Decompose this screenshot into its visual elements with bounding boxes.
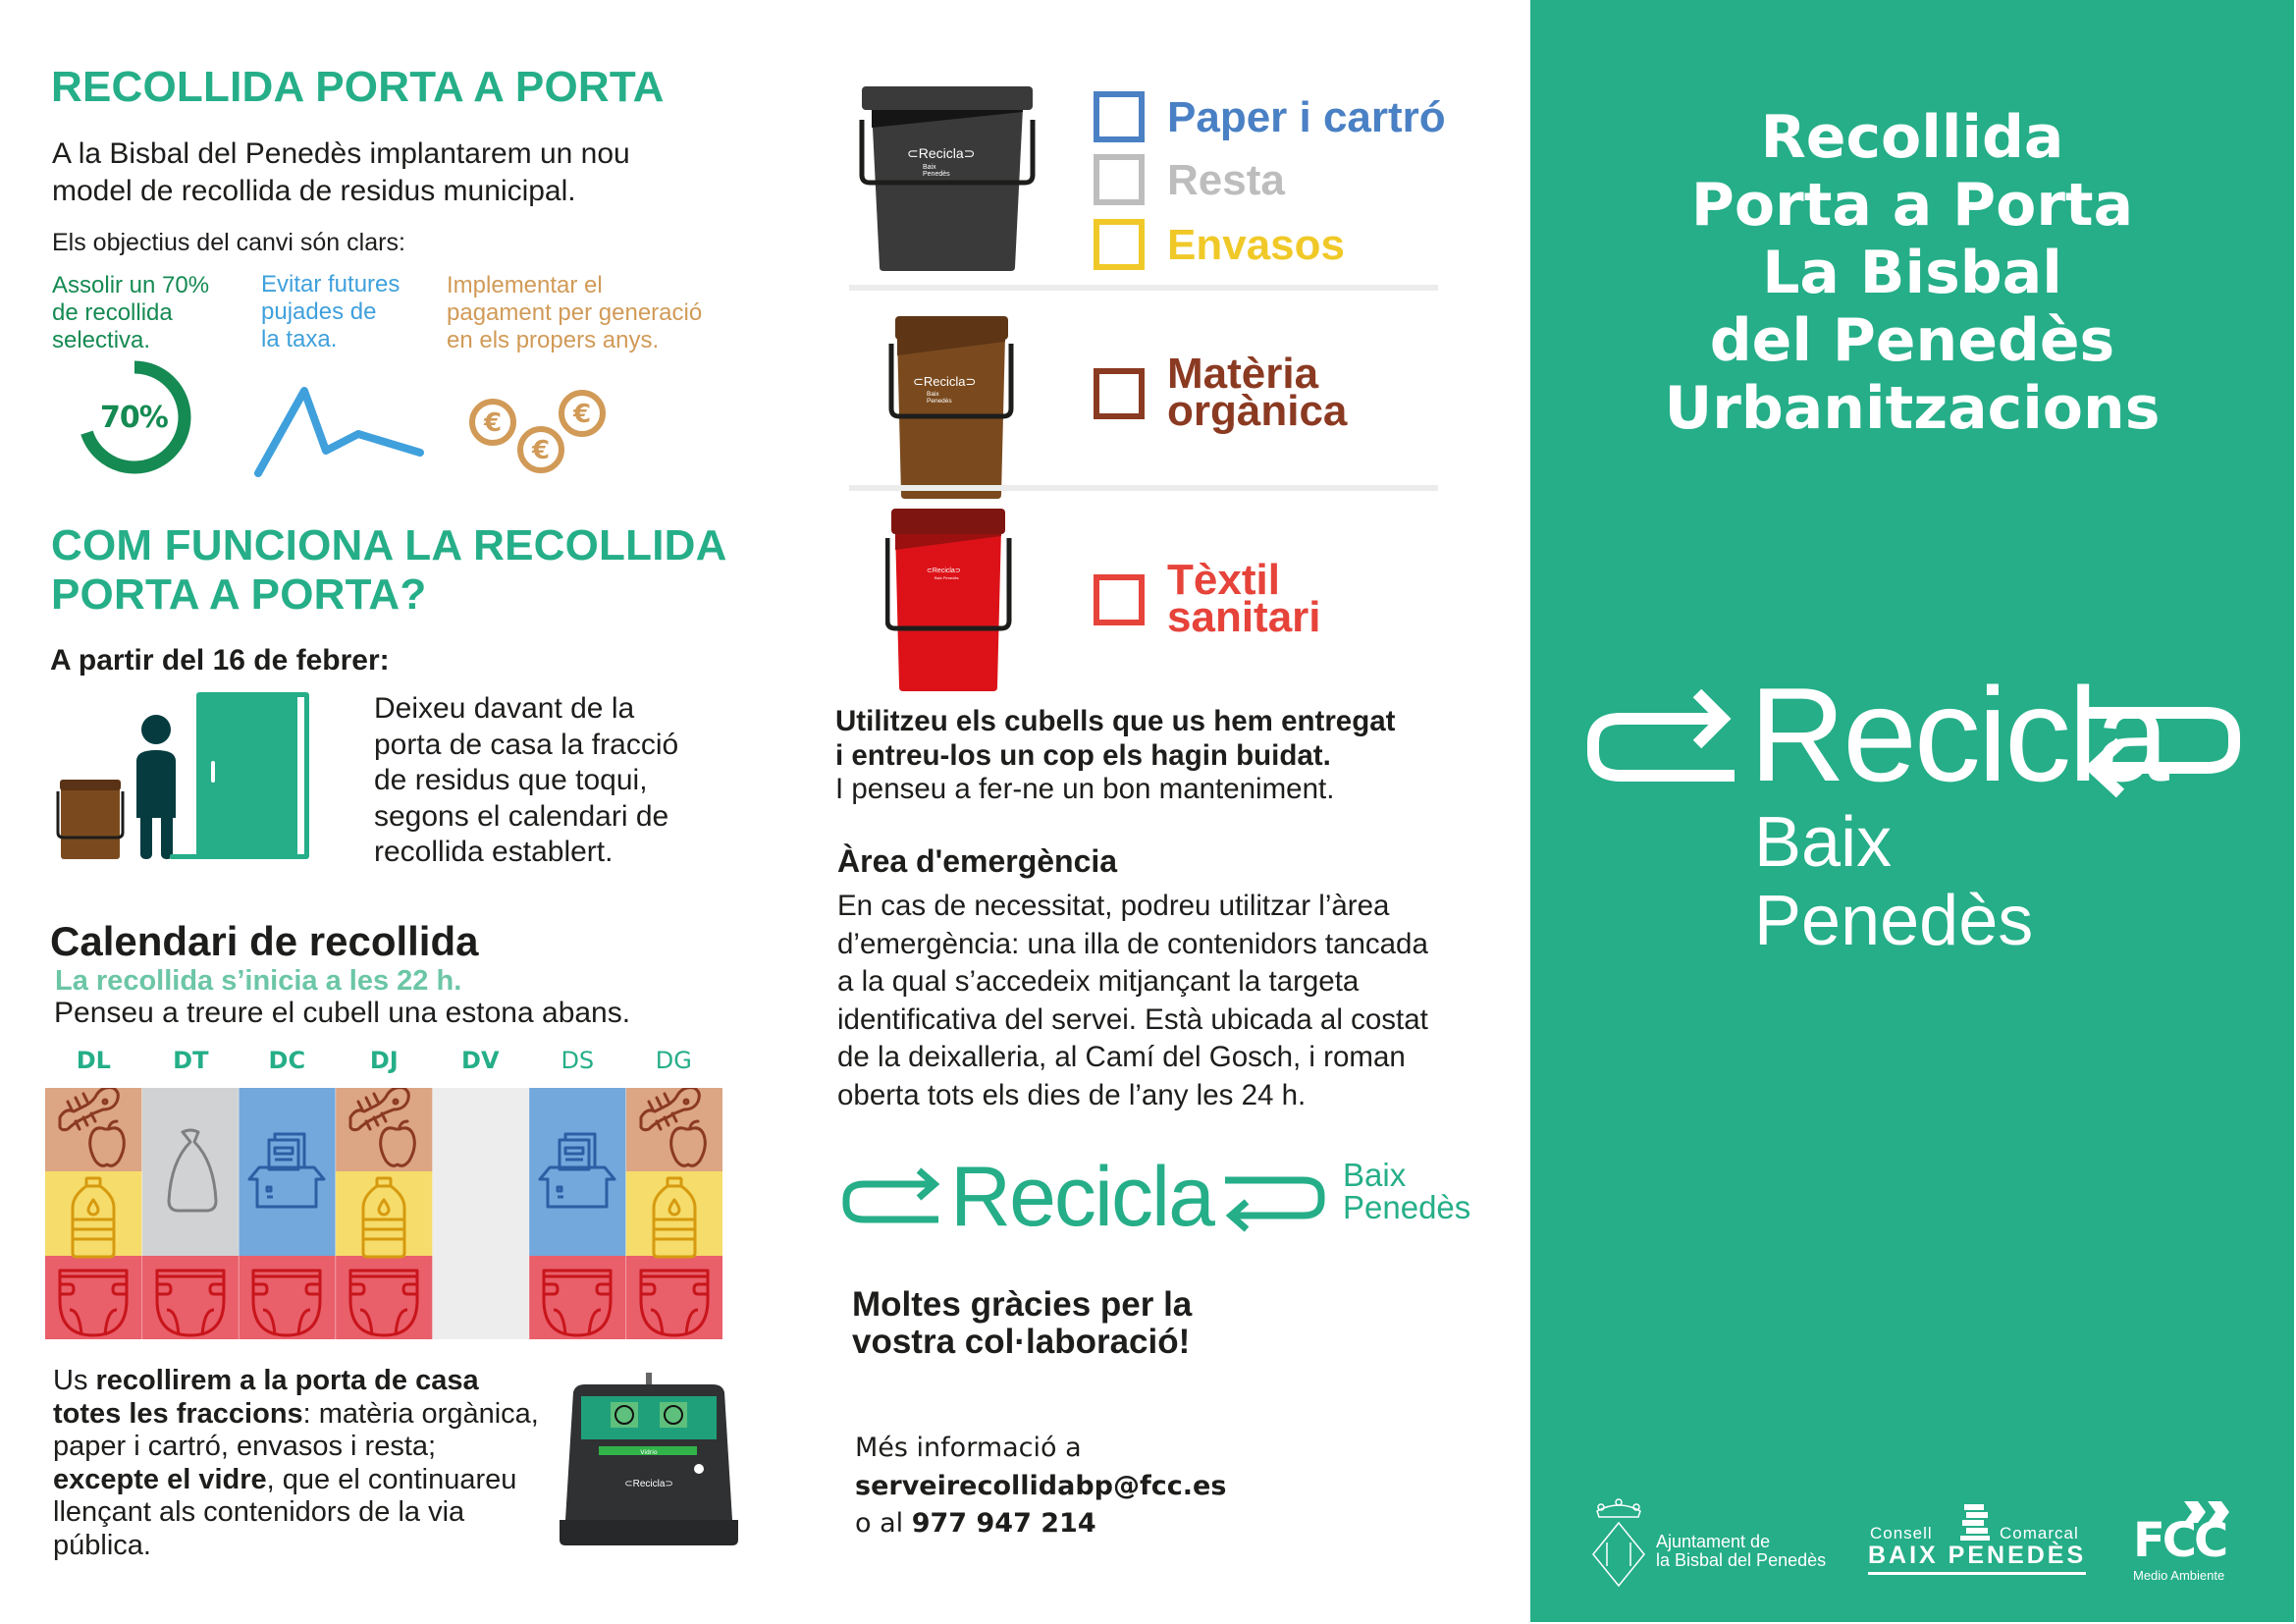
svg-text:Baix: Baix — [923, 164, 936, 171]
svg-text:Baix Penedès: Baix Penedès — [934, 575, 959, 580]
instruction-line: de residus que toqui, — [374, 764, 648, 796]
usage-line: I penseu a fer-ne un bon manteniment. — [835, 773, 1335, 805]
baix-penedes-label: BAIX PENEDÈS — [1868, 1542, 2086, 1575]
objective-line: en els propers anys. — [447, 327, 660, 353]
fcc-wordmark: FCC — [2133, 1513, 2226, 1568]
consell-emblem-icon — [1958, 1502, 1992, 1542]
cover-title-line: Recollida — [1760, 103, 2064, 172]
recicla-wordmark: Recicla — [950, 1150, 1213, 1244]
ajuntament-logo — [1589, 1497, 1827, 1596]
instruction-line: Deixeu davant de la — [374, 692, 635, 725]
region-line: Penedès — [1754, 882, 2034, 960]
contact-label: Més informació a — [855, 1433, 1082, 1463]
start-date-label: A partir del 16 de febrer: — [50, 644, 390, 677]
emergency-line: identificativa del servei. Està ubicada al costat — [837, 1002, 1428, 1036]
emergency-line: de la deixalleria, al Camí del Gosch, i roman — [837, 1041, 1406, 1073]
note-text: : matèria orgànica, paper i cartró, envasos i resta; — [53, 1397, 539, 1462]
emergency-line: oberta tots els dies de l’any les 24 h. — [837, 1078, 1307, 1111]
bin-divider — [849, 285, 1438, 291]
cover-title-line: Urbanitzacions — [1664, 374, 2161, 443]
svg-text:⊂Recicla⊃: ⊂Recicla⊃ — [927, 568, 961, 574]
section-title-door-to-door: RECOLLIDA PORTA A PORTA — [51, 63, 665, 111]
usage-text — [835, 705, 1395, 807]
instruction-line: porta de casa la fracció — [374, 728, 679, 761]
day-header-dv: DV — [461, 1047, 500, 1074]
svg-text:€: € — [483, 408, 503, 438]
recycle-arrow-right-icon — [840, 1166, 943, 1225]
bin-label-paper: Paper i cartró — [1167, 93, 1446, 141]
svg-text:Penedès: Penedès — [927, 398, 952, 405]
consell-label: Consell — [1870, 1524, 1933, 1543]
svg-text:€: € — [572, 400, 592, 429]
objective-line: pujades de — [261, 298, 377, 325]
note-text: Us — [53, 1365, 96, 1396]
emergency-line: En cas de necessitat, podreu utilitzar l’àrea — [837, 890, 1390, 922]
svg-text:Penedès: Penedès — [923, 171, 950, 178]
day-header-dt: DT — [173, 1047, 209, 1074]
ajuntament-line: la Bisbal del Penedès — [1656, 1550, 1827, 1570]
paper-checkbox[interactable] — [1094, 91, 1145, 142]
emergency-text — [837, 888, 1428, 1114]
comarcal-label: Comarcal — [2000, 1524, 2079, 1543]
resta-checkbox[interactable] — [1094, 154, 1145, 205]
phone-prefix: o al — [855, 1508, 912, 1539]
thanks-line: vostra col·laboració! — [852, 1323, 1191, 1361]
line-chart-icon — [245, 378, 432, 486]
day-header-dg: DG — [655, 1047, 692, 1074]
title-line-2: PORTA A PORTA? — [51, 570, 427, 619]
region-line: Penedès — [1343, 1189, 1471, 1225]
svg-text:⊂Recicla⊃: ⊂Recicla⊃ — [624, 1479, 673, 1489]
objectives-label: Els objectius del canvi són clars: — [52, 229, 405, 256]
svg-text:€: € — [531, 436, 551, 465]
ajuntament-name — [1656, 1533, 1826, 1570]
progress-ring-label: 70% — [100, 401, 168, 435]
objective-payment — [447, 272, 702, 354]
contact-info — [855, 1430, 1226, 1543]
cover-title-line: del Penedès — [1709, 306, 2115, 375]
recycle-arrow-right-icon — [1587, 687, 1744, 785]
coat-of-arms-icon — [1589, 1497, 1648, 1588]
recycle-arrow-left-icon — [2073, 703, 2245, 801]
intro-line-1: A la Bisbal del Penedès implantarem un nou — [52, 137, 630, 170]
day-header-ds: DS — [561, 1047, 595, 1074]
intro-line-2: model de recollida de residus municipal. — [52, 175, 576, 207]
objective-line: Assolir un 70% — [52, 272, 210, 298]
organic-checkbox[interactable] — [1094, 368, 1145, 419]
svg-text:Baix: Baix — [927, 391, 939, 398]
person-door-illustration — [54, 687, 314, 864]
recicla-logo — [840, 1150, 1471, 1247]
emergency-line: d’emergència: una illa de contenidors tancada — [837, 927, 1428, 960]
glass-container-image — [556, 1373, 742, 1549]
region-line: Baix — [1343, 1157, 1407, 1193]
objective-line: Evitar futures — [261, 271, 400, 298]
emergency-line: a la qual s’accedeix mitjançant la targeta — [837, 965, 1360, 998]
cover-title-line: Porta a Porta — [1690, 171, 2134, 240]
person-icon — [136, 715, 176, 859]
svg-text:Vidrio: Vidrio — [640, 1449, 658, 1456]
recycle-arrow-left-icon — [1221, 1172, 1329, 1237]
ajuntament-line: Ajuntament de — [1656, 1532, 1771, 1551]
objective-line: Implementar el — [447, 272, 603, 298]
contact-phone-link[interactable]: 977 947 214 — [911, 1508, 1096, 1539]
objective-line: pagament per generació — [447, 299, 703, 326]
calendar-note: Penseu a treure el cubell una estona abans. — [54, 997, 631, 1029]
recicla-region — [1343, 1159, 1470, 1223]
svg-text:⊂Recicla⊃: ⊂Recicla⊃ — [907, 145, 976, 161]
instruction-line: recollida establert. — [374, 836, 614, 868]
instruction-line: segons el calendari de — [374, 799, 669, 833]
collection-calendar-grid — [45, 1088, 722, 1339]
red-bucket-image — [885, 507, 1013, 695]
thanks-message — [852, 1286, 1192, 1361]
cover-title-line: La Bisbal — [1762, 239, 2062, 307]
objective-recycling — [52, 272, 209, 354]
bin-label-envasos: Envasos — [1167, 221, 1345, 269]
cover-recicla-logo — [1587, 660, 2245, 960]
label-line: orgànica — [1167, 387, 1348, 435]
thanks-line: Moltes gràcies per la — [852, 1285, 1193, 1324]
recicla-wordmark: Recicla — [1749, 660, 2166, 809]
note-bold-text: recollirem a la porta de casa totes les fraccions — [53, 1365, 479, 1430]
objective-tax — [261, 271, 400, 353]
recicla-region — [1754, 803, 2033, 960]
door-icon — [170, 692, 309, 859]
calendar-title: Calendari de recollida — [50, 918, 479, 964]
brown-bucket-image — [887, 314, 1015, 503]
usage-bold-line: Utilitzeu els cubells que us hem entregat — [835, 705, 1396, 737]
note-bold-text: excepte el vidre — [53, 1463, 267, 1495]
svg-text:⊂Recicla⊃: ⊂Recicla⊃ — [913, 374, 977, 389]
calendar-subtitle: La recollida s’inicia a les 22 h. — [55, 965, 462, 997]
usage-bold-line: i entreu-los un cop els hagin buidat. — [835, 738, 1331, 772]
day-header-dc: DC — [268, 1047, 306, 1074]
dark-bucket-image — [858, 84, 1037, 273]
objective-line: selectiva. — [52, 327, 151, 353]
label-line: Tèxtil — [1167, 556, 1280, 604]
fcc-subtitle: Medio Ambiente — [2133, 1568, 2225, 1583]
note-text: , que el continuareu llençant als contenidors de la via pública. — [53, 1463, 517, 1561]
bin-label-resta: Resta — [1167, 156, 1285, 204]
emergency-title: Àrea d'emergència — [837, 843, 1118, 879]
objective-line: de recollida — [52, 299, 173, 326]
bin-divider — [849, 485, 1438, 491]
textile-checkbox[interactable] — [1094, 574, 1145, 625]
fcc-logo — [2131, 1499, 2259, 1588]
title-line-1: COM FUNCIONA LA RECOLLIDA — [51, 521, 727, 569]
collection-note — [53, 1365, 544, 1562]
contact-email-link[interactable]: serveirecollidabp@fcc.es — [855, 1470, 1227, 1501]
label-line: Matèria — [1167, 350, 1319, 398]
cover-title — [1530, 104, 2294, 443]
contact-phone-row — [855, 1505, 1226, 1543]
label-line: sanitari — [1167, 593, 1321, 641]
objective-line: la taxa. — [261, 326, 338, 352]
section-title-how-it-works — [51, 521, 727, 620]
bin-label-organic — [1167, 350, 1348, 435]
consell-comarcal-logo — [1870, 1502, 2096, 1581]
instructions-text — [374, 691, 678, 871]
brown-bucket-icon — [58, 780, 123, 859]
intro-text — [52, 135, 630, 210]
day-header-dj: DJ — [369, 1047, 399, 1074]
day-header-dl: DL — [76, 1047, 111, 1074]
envasos-checkbox[interactable] — [1094, 219, 1145, 270]
cover-panel — [1530, 0, 2294, 1622]
region-line: Baix — [1754, 803, 1893, 882]
bin-label-textile — [1167, 556, 1321, 641]
euro-coins-icon — [461, 388, 618, 486]
